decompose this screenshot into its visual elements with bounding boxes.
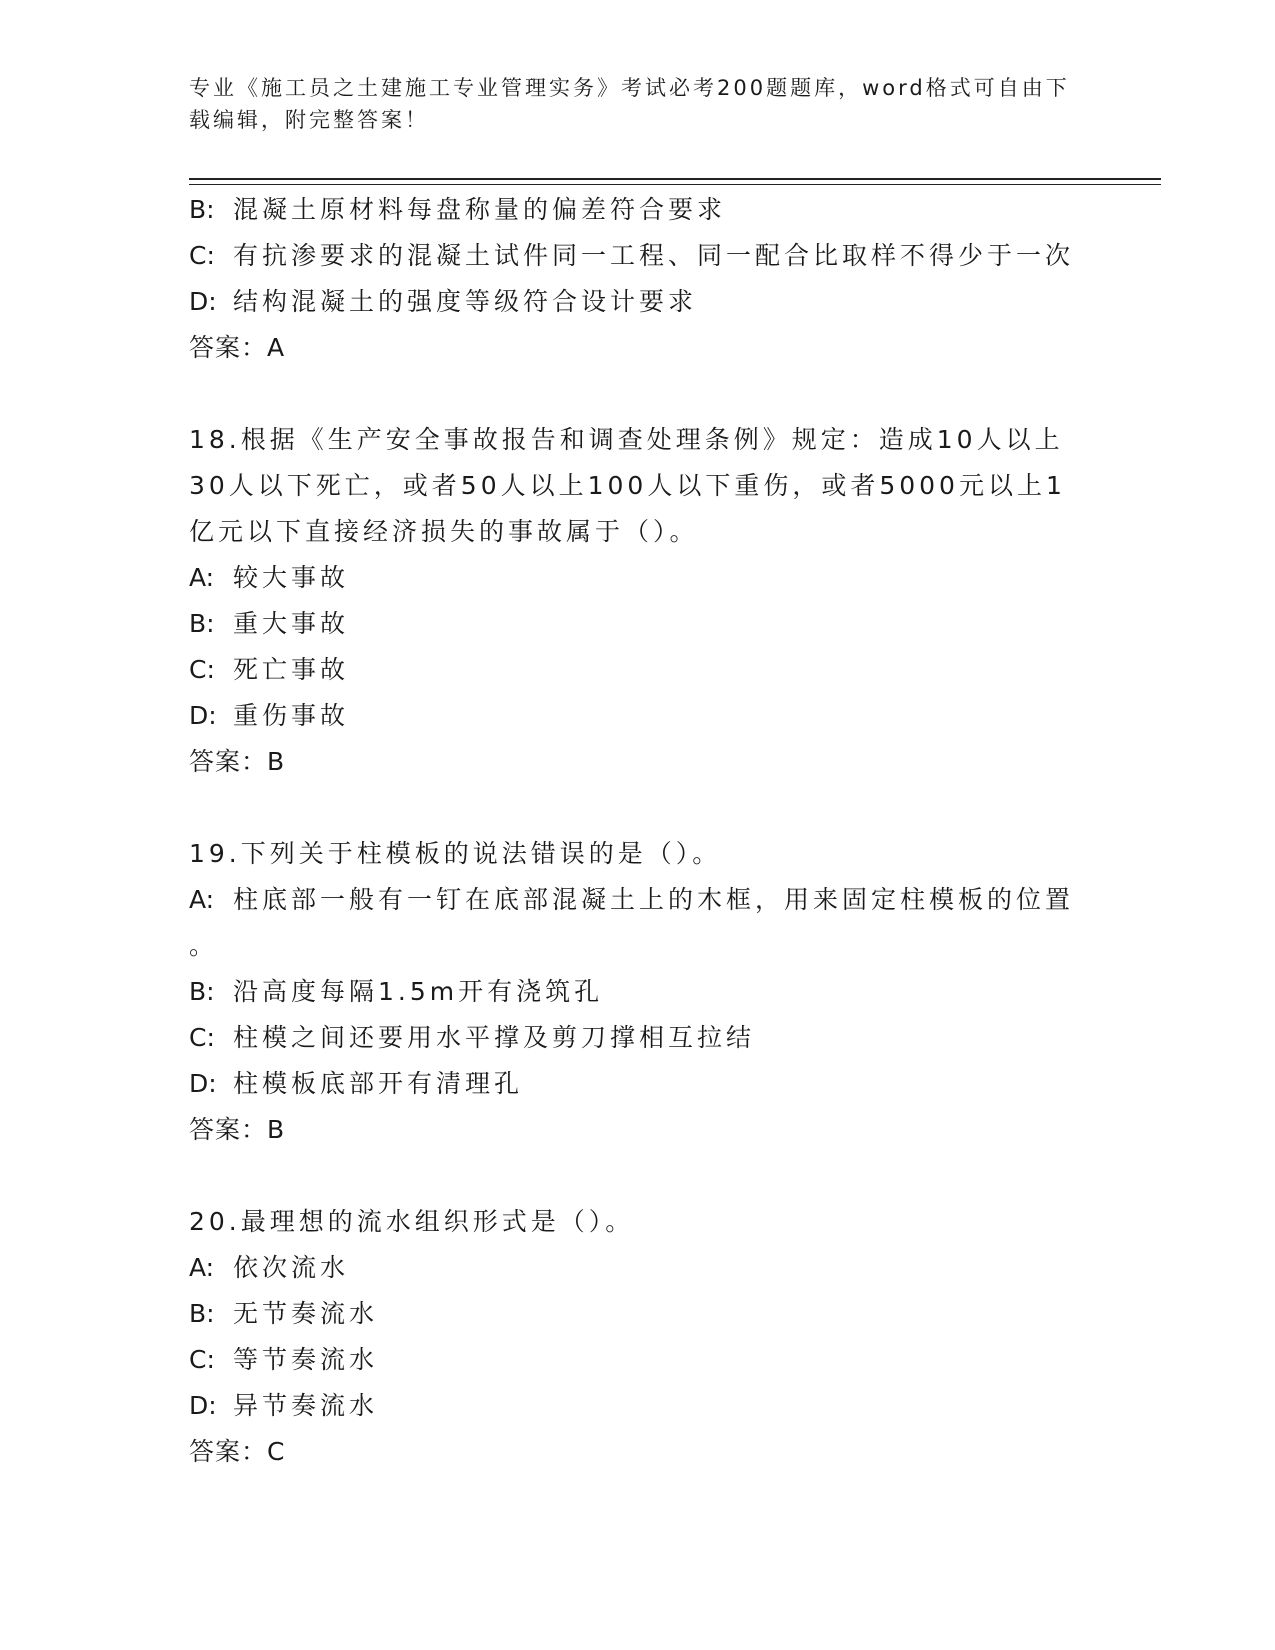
option-text: 等节奏流水 — [233, 1345, 379, 1374]
option-label: B: — [189, 977, 215, 1006]
option-text: 有抗渗要求的混凝土试件同一工程、同一配合比取样不得少于一次 — [233, 241, 1075, 270]
option-d — [189, 1061, 1089, 1107]
option-b — [189, 187, 1089, 233]
option-c — [189, 1337, 1089, 1383]
option-text: 死亡事故 — [233, 655, 350, 684]
question-text-line: 亿元以下直接经济损失的事故属于（）。 — [189, 517, 699, 546]
option-d — [189, 693, 1089, 739]
option-text: 依次流水 — [233, 1253, 350, 1282]
document-header: 专业《施工员之土建施工专业管理实务》考试必考200题题库，word格式可自由下载编辑，附完整答案！ — [189, 76, 1070, 132]
option-label: A: — [189, 563, 215, 592]
answer-line: 答案：C — [189, 1437, 286, 1466]
option-c — [189, 1015, 1089, 1061]
option-c — [189, 233, 1089, 279]
header-rule-thin — [189, 184, 1161, 185]
question-19-block — [189, 831, 1089, 1153]
option-a — [189, 555, 1089, 601]
option-text: 重伤事故 — [233, 701, 350, 730]
option-text: 结构混凝土的强度等级符合设计要求 — [233, 287, 698, 316]
option-label: A: — [189, 885, 215, 914]
spacer — [189, 371, 1089, 417]
option-label: D: — [189, 1391, 217, 1420]
option-text: 柱底部一般有一钉在底部混凝土上的木框，用来固定柱模板的位置 — [233, 885, 1075, 914]
question-20-block — [189, 1199, 1089, 1475]
option-text: 沿高度每隔1.5m开有浇筑孔 — [233, 977, 604, 1006]
answer-line: 答案：B — [189, 747, 286, 776]
option-text: 。 — [189, 931, 219, 960]
document-body — [189, 187, 1089, 1475]
option-c — [189, 647, 1089, 693]
option-text: 无节奏流水 — [233, 1299, 379, 1328]
answer-line: 答案：A — [189, 333, 286, 362]
option-text: 混凝土原材料每盘称量的偏差符合要求 — [233, 195, 727, 224]
option-label: B: — [189, 1299, 215, 1328]
header-rule-thick — [189, 178, 1161, 180]
question-text-line: 20.最理想的流水组织形式是（）。 — [189, 1207, 635, 1236]
question-text-line: 19.下列关于柱模板的说法错误的是（）。 — [189, 839, 722, 868]
option-a — [189, 1245, 1089, 1291]
option-label: C: — [189, 1023, 215, 1052]
option-a — [189, 877, 1089, 923]
option-text: 柱模板底部开有清理孔 — [233, 1069, 524, 1098]
option-d — [189, 279, 1089, 325]
spacer — [189, 785, 1089, 831]
option-d — [189, 1383, 1089, 1429]
option-label: D: — [189, 287, 217, 316]
question-text-line: 30人以下死亡，或者50人以上100人以下重伤，或者5000元以上1 — [189, 471, 1066, 500]
option-text: 重大事故 — [233, 609, 350, 638]
option-b — [189, 601, 1089, 647]
question-17-block — [189, 187, 1089, 371]
option-label: B: — [189, 195, 215, 224]
question-18-block — [189, 417, 1089, 785]
option-label: B: — [189, 609, 215, 638]
option-label: C: — [189, 241, 215, 270]
option-label: D: — [189, 1069, 217, 1098]
option-text: 柱模之间还要用水平撑及剪刀撑相互拉结 — [233, 1023, 756, 1052]
spacer — [189, 1153, 1089, 1199]
option-b — [189, 1291, 1089, 1337]
question-text-line: 18.根据《生产安全事故报告和调查处理条例》规定：造成10人以上 — [189, 425, 1064, 454]
option-label: D: — [189, 701, 217, 730]
answer-line: 答案：B — [189, 1115, 286, 1144]
option-a-continuation — [189, 923, 1089, 969]
option-text: 异节奏流水 — [233, 1391, 379, 1420]
option-label: A: — [189, 1253, 215, 1282]
option-label: C: — [189, 1345, 215, 1374]
option-label: C: — [189, 655, 215, 684]
option-text: 较大事故 — [233, 563, 350, 592]
option-b — [189, 969, 1089, 1015]
